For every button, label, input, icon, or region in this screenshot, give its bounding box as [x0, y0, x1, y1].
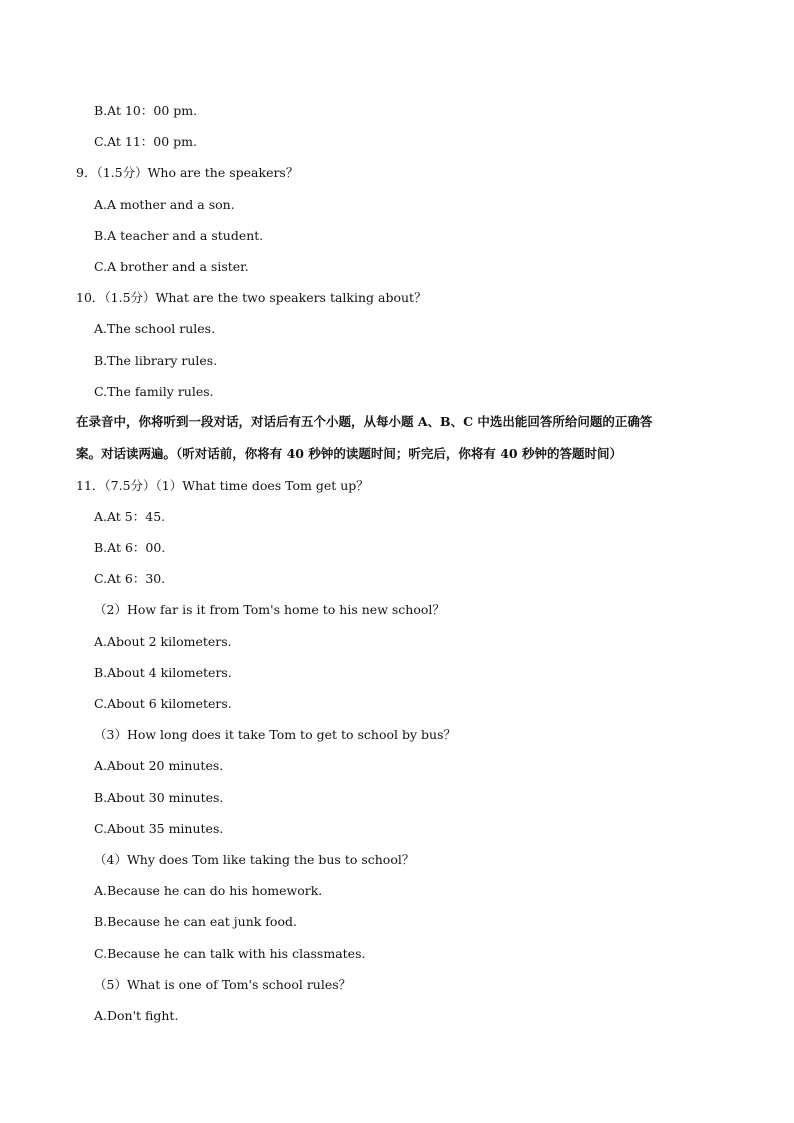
q10-option-b: B.The library rules.: [94, 353, 218, 368]
q11-question-1: 11．（7.5分）（1）What time does Tom get up？: [76, 478, 369, 493]
q11-question-5: （5）What is one of Tom's school rules？: [94, 977, 352, 992]
q10-question: 10．（1.5分）What are the two speakers talking about？: [76, 290, 427, 305]
q9-question: 9．（1.5分）Who are the speakers？: [76, 165, 299, 180]
q11-1-option-c: C.At 6：30.: [94, 571, 166, 586]
q11-4-option-b: B.Because he can eat junk food.: [94, 914, 297, 929]
q11-question-4: （4）Why does Tom like taking the bus to school？: [94, 852, 415, 867]
section-instructions-line-2: 案。对话读两遍。（听对话前，你将有 40 秒钟的读题时间；听完后，你将有 40 秒钟的答题时间）: [76, 446, 622, 461]
q11-2-option-a: A.About 2 kilometers.: [94, 634, 232, 649]
q11-2-option-c: C.About 6 kilometers.: [94, 696, 232, 711]
q11-3-option-a: A.About 20 minutes.: [94, 758, 224, 773]
q10-option-a: A.The school rules.: [94, 321, 216, 336]
q9-option-a: A.A mother and a son.: [94, 197, 235, 212]
q11-2-option-b: B.About 4 kilometers.: [94, 665, 232, 680]
q11-3-option-c: C.About 35 minutes.: [94, 821, 224, 836]
q10-option-c: C.The family rules.: [94, 384, 214, 399]
q9-option-c: C.A brother and a sister.: [94, 259, 249, 274]
q11-4-option-a: A.Because he can do his homework.: [94, 883, 323, 898]
q11-5-option-a: A.Don't fight.: [94, 1008, 179, 1023]
q11-4-option-c: C.Because he can talk with his classmates.: [94, 946, 366, 961]
q11-question-3: （3）How long does it take Tom to get to school by bus？: [94, 727, 456, 742]
q11-3-option-b: B.About 30 minutes.: [94, 790, 224, 805]
q8-option-b: B.At 10：00 pm.: [94, 103, 198, 118]
q8-option-c: C.At 11：00 pm.: [94, 134, 198, 149]
q11-1-option-b: B.At 6：00.: [94, 540, 166, 555]
q9-option-b: B.A teacher and a student.: [94, 228, 264, 243]
q11-1-option-a: A.At 5：45.: [94, 509, 166, 524]
q11-question-2: （2）How far is it from Tom's home to his new school？: [94, 602, 445, 617]
section-instructions-line-1: 在录音中，你将听到一段对话，对话后有五个小题，从每小题 A、B、C 中选出能回答所给问题的正确答: [76, 414, 653, 429]
